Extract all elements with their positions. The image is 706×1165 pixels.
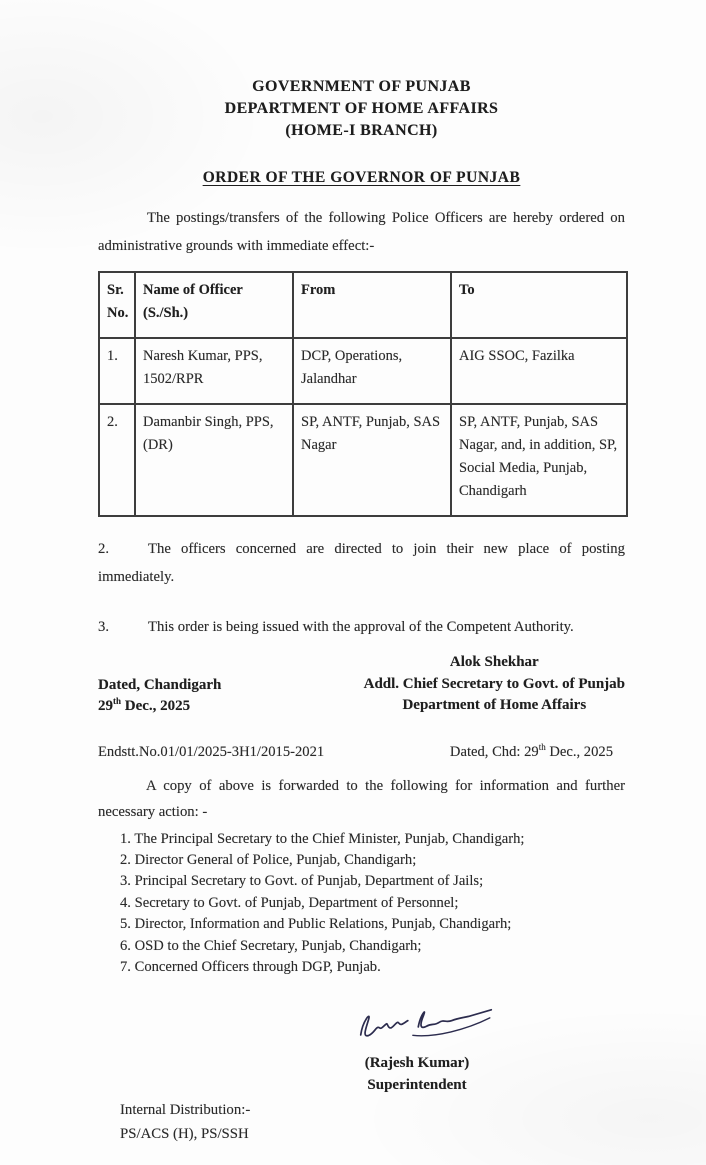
- internal-distribution-value: PS/ACS (H), PS/SSH: [120, 1126, 249, 1143]
- branch-title: (HOME-I BRANCH): [285, 122, 438, 139]
- col-header-to: To: [451, 272, 627, 338]
- col-header-sr-no: Sr. No.: [99, 272, 135, 338]
- paragraph-2: [98, 535, 625, 591]
- recipient-item: 2. Director General of Police, Punjab, Chandigarh;: [120, 851, 417, 868]
- endorsement-date-suffix: th: [538, 741, 546, 752]
- cell-officer-name: Naresh Kumar, PPS, 1502/RPR: [135, 338, 293, 404]
- paragraph-2-number: 2.: [98, 541, 110, 557]
- paragraph-3: [98, 613, 625, 641]
- internal-distribution-label: Internal Distribution:-: [120, 1102, 251, 1119]
- dated-block: [98, 675, 221, 717]
- handwritten-signature: [351, 994, 504, 1050]
- cell-officer-name: Damanbir Singh, PPS, (DR): [135, 404, 293, 516]
- signatory-designation: Addl. Chief Secretary to Govt. of Punjab: [363, 675, 625, 692]
- letterhead: [98, 76, 625, 142]
- col-header-officer-name: Name of Officer (S./Sh.): [135, 272, 293, 338]
- superintendent-title: Superintendent: [367, 1077, 467, 1094]
- table-row: [99, 338, 627, 404]
- endorsement-date-prefix: Dated, Chd: 29: [449, 743, 539, 760]
- order-title-row: [98, 169, 625, 187]
- recipient-item: 6. OSD to the Chief Secretary, Punjab, Chandigarh;: [120, 937, 422, 954]
- cell-to: AIG SSOC, Fazilka: [451, 338, 627, 404]
- superintendent-name: (Rajesh Kumar): [364, 1055, 470, 1072]
- cell-to: SP, ANTF, Punjab, SAS Nagar, and, in addition, SP, Social Media, Punjab, Chandigarh: [451, 404, 627, 516]
- table-row: [99, 404, 627, 516]
- dated-place: Dated, Chandigarh: [98, 676, 222, 693]
- recipient-item: 4. Secretary to Govt. of Punjab, Department of Personnel;: [120, 894, 459, 911]
- superintendent-signature-block: [297, 1000, 537, 1096]
- cell-from: SP, ANTF, Punjab, SAS Nagar: [293, 404, 451, 516]
- recipient-item: 3. Principal Secretary to Govt. of Punjab, Department of Jails;: [120, 873, 484, 890]
- internal-distribution: [120, 1098, 625, 1146]
- intro-paragraph: The postings/transfers of the following Police Officers are hereby ordered on administrative grounds with immediate effect:-: [98, 210, 625, 254]
- recipient-item: 7. Concerned Officers through DGP, Punjab.: [120, 958, 381, 975]
- signatory-department: Department of Home Affairs: [402, 697, 587, 713]
- dated-day: 29: [98, 697, 113, 714]
- dated-day-suffix: th: [113, 695, 122, 706]
- department-title: DEPARTMENT OF HOME AFFAIRS: [224, 100, 499, 117]
- recipient-item: 5. Director, Information and Public Relations, Punjab, Chandigarh;: [120, 916, 512, 933]
- endorsement-date-rest: Dec., 2025: [545, 743, 613, 760]
- endorsement-row: [98, 742, 625, 763]
- signature-date-row: [98, 652, 625, 717]
- paragraph-3-text: This order is being issued with the approval of the Competent Authority.: [148, 619, 574, 635]
- col-header-from: From: [293, 272, 451, 338]
- recipients-list: [120, 829, 625, 979]
- paragraph-2-text: The officers concerned are directed to join their new place of posting immediately.: [98, 541, 625, 585]
- recipient-item: 1. The Principal Secretary to the Chief Minister, Punjab, Chandigarh;: [120, 830, 525, 847]
- paragraph-3-number: 3.: [98, 619, 110, 635]
- order-title: ORDER OF THE GOVERNOR OF PUNJAB: [202, 169, 521, 186]
- cell-sr-no: 1.: [99, 338, 135, 404]
- endorsement-date: [450, 742, 613, 763]
- cell-sr-no: 2.: [99, 404, 135, 516]
- table-header-row: [99, 272, 627, 338]
- dated-month-year: Dec., 2025: [121, 697, 191, 714]
- signatory-name: Alok Shekhar: [449, 654, 539, 670]
- government-title: GOVERNMENT OF PUNJAB: [252, 78, 471, 95]
- copy-forwarded-note: A copy of above is forwarded to the following for information and further necessary action: -: [98, 777, 625, 820]
- signatory-block: [364, 652, 625, 717]
- transfer-table: [98, 271, 628, 517]
- cell-from: DCP, Operations, Jalandhar: [293, 338, 451, 404]
- endorsement-number: Endstt.No.01/01/2025-3H1/2015-2021: [98, 743, 325, 760]
- dated-date: [98, 696, 221, 717]
